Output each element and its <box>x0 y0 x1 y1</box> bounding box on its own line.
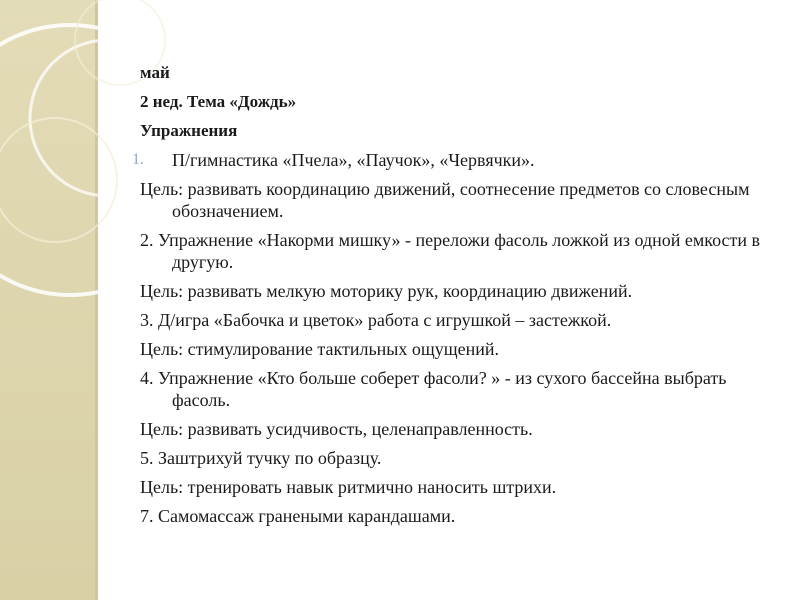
exercise-1-text: П/гимнастика «Пчела», «Паучок», «Червячки». <box>172 150 535 170</box>
exercise-7: 7. Самомассаж гранеными карандашами. <box>140 506 456 526</box>
side-band <box>0 0 95 600</box>
goal-2: Цель: развивать мелкую моторику рук, координацию движений. <box>140 281 633 301</box>
month-heading: май <box>140 63 170 82</box>
goal-3: Цель: стимулирование тактильных ощущений. <box>140 339 499 359</box>
goal-5: Цель: тренировать навык ритмично наносить штрихи. <box>140 477 557 497</box>
goal-1: Цель: развивать координацию движений, соотнесение предметов со словесным обозначением. <box>140 179 750 221</box>
slide-body <box>132 62 770 534</box>
exercise-3: 3. Д/игра «Бабочка и цветок» работа с игрушкой – застежкой. <box>140 310 612 330</box>
exercise-4: 4. Упражнение «Кто больше соберет фасоли? » - из сухого бассейна выбрать фасоль. <box>140 368 727 410</box>
week-topic-heading: 2 нед. Тема «Дождь» <box>140 92 297 111</box>
side-band-edge <box>95 0 98 600</box>
goal-4: Цель: развивать усидчивость, целенаправленность. <box>140 419 533 439</box>
exercise-2: 2. Упражнение «Накорми мишку» - переложи фасоль ложкой из одной емкости в другую. <box>140 230 761 272</box>
exercises-heading: Упражнения <box>140 121 238 140</box>
exercise-1 <box>132 149 770 171</box>
list-number-marker: 1. <box>132 151 144 168</box>
exercise-5: 5. Заштрихуй тучку по образцу. <box>140 448 382 468</box>
